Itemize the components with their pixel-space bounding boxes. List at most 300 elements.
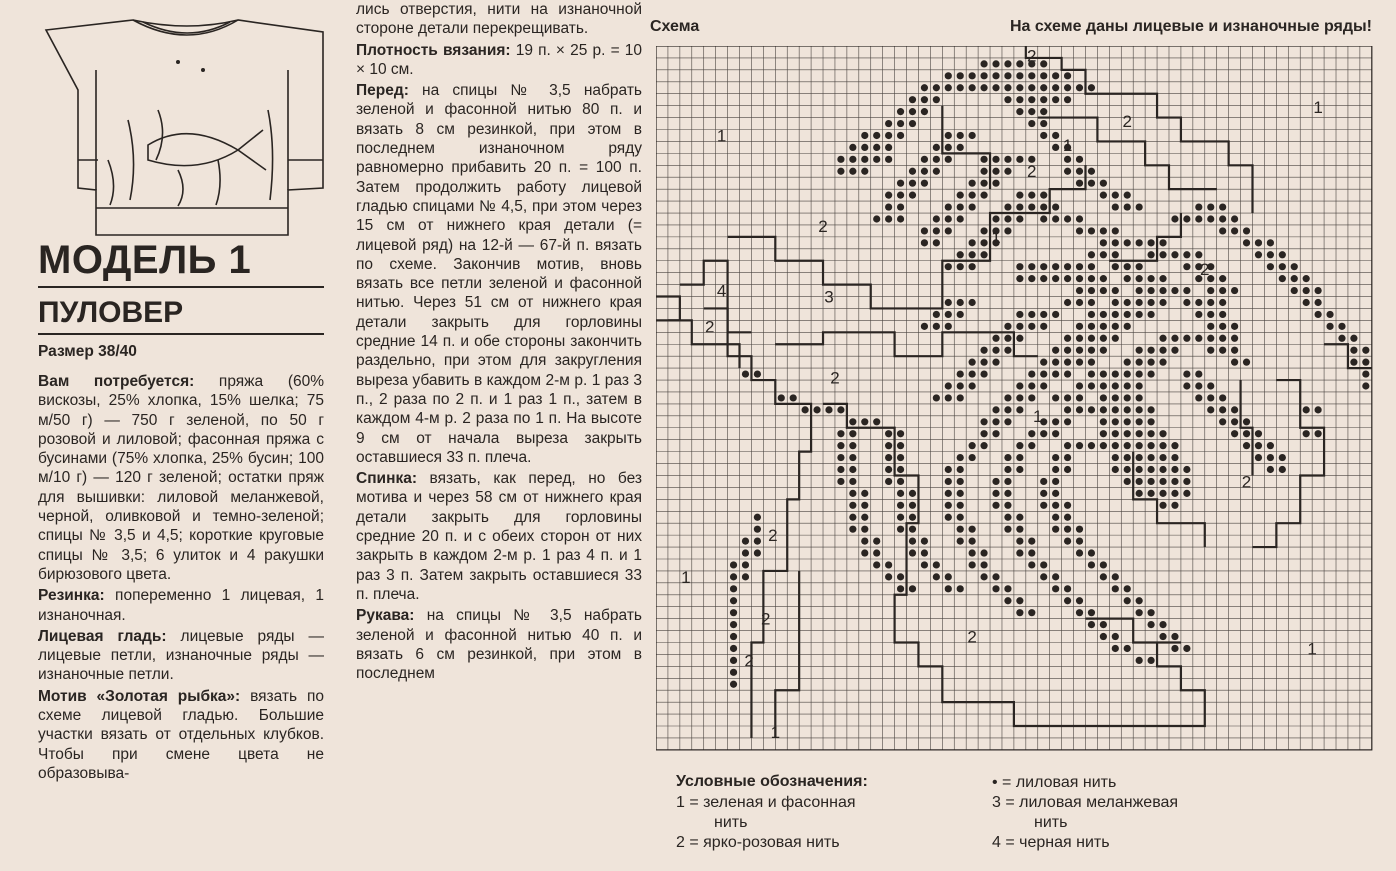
lilac-dot <box>1028 203 1035 210</box>
lilac-dot <box>1064 526 1071 533</box>
lilac-dot <box>1040 203 1047 210</box>
lilac-dot <box>1076 335 1083 342</box>
lilac-dot <box>1088 335 1095 342</box>
lilac-dot <box>1207 335 1214 342</box>
lilac-dot <box>861 549 868 556</box>
lilac-dot <box>1004 227 1011 234</box>
lilac-dot <box>802 406 809 413</box>
lilac-dot <box>980 192 987 199</box>
lilac-dot <box>969 263 976 270</box>
lilac-dot <box>1136 478 1143 485</box>
lilac-dot <box>897 573 904 580</box>
lilac-dot <box>1004 156 1011 163</box>
lilac-dot <box>1267 454 1274 461</box>
lilac-dot <box>1124 263 1131 270</box>
lilac-dot <box>1016 549 1023 556</box>
lilac-dot <box>909 526 916 533</box>
lilac-dot <box>1004 418 1011 425</box>
lilac-dot <box>945 263 952 270</box>
lilac-dot <box>1207 311 1214 318</box>
lilac-dot <box>945 490 952 497</box>
model-title: МОДЕЛЬ 1 <box>38 238 252 282</box>
lilac-dot <box>1136 370 1143 377</box>
lilac-dot <box>1028 537 1035 544</box>
lilac-dot <box>1028 311 1035 318</box>
lilac-dot <box>897 192 904 199</box>
lilac-dot <box>1136 406 1143 413</box>
lilac-dot <box>1338 323 1345 330</box>
lilac-dot <box>969 549 976 556</box>
lilac-dot <box>1052 573 1059 580</box>
lilac-dot <box>1052 418 1059 425</box>
paragraph-text: лись отверстия, нити на изнаночной стороне детали перекрещивать. <box>356 1 642 38</box>
lilac-dot <box>1040 132 1047 139</box>
middle-paragraph <box>356 81 642 467</box>
lilac-dot <box>1076 156 1083 163</box>
lilac-dot <box>992 359 999 366</box>
lilac-dot <box>1064 370 1071 377</box>
lilac-dot <box>1100 418 1107 425</box>
lilac-dot <box>921 323 928 330</box>
lilac-dot <box>849 430 856 437</box>
lilac-dot <box>1064 585 1071 592</box>
lilac-dot <box>1159 442 1166 449</box>
lilac-dot <box>1183 335 1190 342</box>
region-label: 2 <box>1027 46 1037 66</box>
paragraph-label: Рукава: <box>356 607 415 625</box>
region-label: 2 <box>967 627 977 647</box>
garment-title: ПУЛОВЕР <box>38 296 184 329</box>
lilac-dot <box>969 537 976 544</box>
lilac-dot <box>1147 657 1154 664</box>
lilac-dot <box>1183 299 1190 306</box>
lilac-dot <box>1279 275 1286 282</box>
lilac-dot <box>1147 430 1154 437</box>
lilac-dot <box>1303 406 1310 413</box>
lilac-dot <box>1219 406 1226 413</box>
lilac-dot <box>1147 251 1154 258</box>
lilac-dot <box>1028 430 1035 437</box>
lilac-dot <box>1124 275 1131 282</box>
lilac-dot <box>861 156 868 163</box>
lilac-dot <box>1159 251 1166 258</box>
lilac-dot <box>957 490 964 497</box>
lilac-dot <box>897 442 904 449</box>
lilac-dot <box>1040 72 1047 79</box>
lilac-dot <box>1052 526 1059 533</box>
lilac-dot <box>1040 60 1047 67</box>
lilac-dot <box>1147 299 1154 306</box>
lilac-dot <box>1171 215 1178 222</box>
lilac-dot <box>1052 203 1059 210</box>
lilac-dot <box>1100 370 1107 377</box>
lilac-dot <box>1076 299 1083 306</box>
lilac-dot <box>1076 263 1083 270</box>
region-label: 3 <box>824 287 834 307</box>
lilac-dot <box>885 203 892 210</box>
lilac-dot <box>933 84 940 91</box>
lilac-dot <box>1171 645 1178 652</box>
lilac-dot <box>1004 72 1011 79</box>
lilac-dot <box>980 84 987 91</box>
lilac-dot <box>1052 359 1059 366</box>
lilac-dot <box>1362 370 1369 377</box>
lilac-dot <box>1136 263 1143 270</box>
lilac-dot <box>992 573 999 580</box>
lilac-dot <box>945 311 952 318</box>
lilac-dot <box>1124 466 1131 473</box>
lilac-dot <box>873 418 880 425</box>
lilac-dot <box>1052 466 1059 473</box>
lilac-dot <box>1147 359 1154 366</box>
lilac-dot <box>1219 299 1226 306</box>
lilac-dot <box>945 478 952 485</box>
lilac-dot <box>1040 108 1047 115</box>
lilac-dot <box>921 561 928 568</box>
lilac-dot <box>1112 645 1119 652</box>
lilac-dot <box>1052 347 1059 354</box>
lilac-dot <box>909 585 916 592</box>
lilac-dot <box>1052 311 1059 318</box>
lilac-dot <box>1326 311 1333 318</box>
lilac-dot <box>1231 347 1238 354</box>
lilac-dot <box>1100 382 1107 389</box>
lilac-dot <box>933 561 940 568</box>
lilac-dot <box>1004 526 1011 533</box>
lilac-dot <box>1004 478 1011 485</box>
lilac-dot <box>1326 323 1333 330</box>
region-label: 2 <box>704 317 715 337</box>
lilac-dot <box>1016 72 1023 79</box>
left-text-column <box>38 372 324 785</box>
lilac-dot <box>1207 394 1214 401</box>
lilac-dot <box>945 585 952 592</box>
lilac-dot <box>1100 406 1107 413</box>
lilac-dot <box>1052 454 1059 461</box>
lilac-dot <box>992 84 999 91</box>
lilac-dot <box>1136 466 1143 473</box>
lilac-dot <box>980 251 987 258</box>
lilac-dot <box>778 394 785 401</box>
lilac-dot <box>1183 263 1190 270</box>
paragraph-text: на спицы № 3,5 набрать зеленой и фасонной нитью 80 п. и вязать 8 см резинкой, при этом в последнем изнаночном ряду равномерно прибавить 20 п. = 100 п. Затем продолжить работу лицевой гладью спицами № 4,5, при этом через 15 см от нижнего края детали (= лицевой ряд) на 12-й — 67-й п. вязать по схеме. Закончив мотив, вновь вязать все петли зеленой и фасонной нитью. Через 51 см от нижнего края детали закрыть для горловины средние 14 п. и обе стороны закончить раздельно, при этом для закругления выреза убавить в каждом 2-м р. 1 раз 3 п., 2 раза по 2 п. и 1 раз 1 п., затем в каждом 4-м р. 2 раза по 1 п. На высоте 9 см от начала выреза закрыть оставшиеся 33 п. плеча. <box>356 82 642 466</box>
lilac-dot <box>945 132 952 139</box>
lilac-dot <box>897 120 904 127</box>
lilac-dot <box>897 478 904 485</box>
lilac-dot <box>754 537 761 544</box>
lilac-dot <box>1219 227 1226 234</box>
lilac-dot <box>1088 84 1095 91</box>
lilac-dot <box>933 394 940 401</box>
lilac-dot <box>1315 406 1322 413</box>
lilac-dot <box>957 192 964 199</box>
lilac-dot <box>1159 347 1166 354</box>
lilac-dot <box>957 502 964 509</box>
lilac-dot <box>849 168 856 175</box>
region-label: 1 <box>1062 135 1073 155</box>
lilac-dot <box>1362 359 1369 366</box>
paragraph-text: попеременно 1 лицевая, 1 изнаночная. <box>38 587 324 624</box>
lilac-dot <box>1100 287 1107 294</box>
lilac-dot <box>945 215 952 222</box>
lilac-dot <box>1219 418 1226 425</box>
lilac-dot <box>1100 561 1107 568</box>
lilac-dot <box>1279 263 1286 270</box>
lilac-dot <box>992 406 999 413</box>
lilac-dot <box>1100 430 1107 437</box>
lilac-dot <box>897 215 904 222</box>
lilac-dot <box>1100 192 1107 199</box>
lilac-dot <box>885 144 892 151</box>
lilac-dot <box>1279 466 1286 473</box>
paragraph-label: Мотив «Золотая рыбка»: <box>38 687 241 705</box>
lilac-dot <box>730 633 737 640</box>
lilac-dot <box>790 394 797 401</box>
lilac-dot <box>873 144 880 151</box>
lilac-dot <box>992 168 999 175</box>
lilac-dot <box>1088 311 1095 318</box>
lilac-dot <box>980 418 987 425</box>
lilac-dot <box>1064 394 1071 401</box>
lilac-dot <box>837 168 844 175</box>
legend-item-2: 2 = ярко-розовая нить <box>676 834 840 851</box>
lilac-dot <box>945 72 952 79</box>
chart-outline <box>1241 380 1253 475</box>
lilac-dot <box>933 96 940 103</box>
lilac-dot <box>957 514 964 521</box>
lilac-dot <box>885 120 892 127</box>
lilac-dot <box>1315 287 1322 294</box>
lilac-dot <box>1219 275 1226 282</box>
lilac-dot <box>1219 203 1226 210</box>
lilac-dot <box>837 406 844 413</box>
lilac-dot <box>1064 299 1071 306</box>
lilac-dot <box>921 537 928 544</box>
lilac-dot <box>1124 323 1131 330</box>
lilac-dot <box>885 478 892 485</box>
paragraph-text: 19 п. × 25 р. = 10 × 10 см. <box>356 41 642 78</box>
lilac-dot <box>980 168 987 175</box>
lilac-dot <box>1112 442 1119 449</box>
lilac-dot <box>1255 239 1262 246</box>
lilac-dot <box>1147 311 1154 318</box>
lilac-dot <box>1362 382 1369 389</box>
lilac-dot <box>730 597 737 604</box>
lilac-dot <box>1016 203 1023 210</box>
lilac-dot <box>1147 347 1154 354</box>
lilac-dot <box>1231 287 1238 294</box>
lilac-dot <box>1243 442 1250 449</box>
lilac-dot <box>1064 597 1071 604</box>
lilac-dot <box>1124 299 1131 306</box>
lilac-dot <box>1147 287 1154 294</box>
knitting-chart <box>656 46 1380 760</box>
lilac-dot <box>1076 609 1083 616</box>
title-rule <box>38 286 324 288</box>
lilac-dot <box>1112 573 1119 580</box>
lilac-dot <box>1159 466 1166 473</box>
region-label: 2 <box>818 217 828 237</box>
region-label: 1 <box>1313 97 1323 117</box>
lilac-dot <box>1112 335 1119 342</box>
lilac-dot <box>921 84 928 91</box>
lilac-dot <box>730 669 737 676</box>
lilac-dot <box>1231 430 1238 437</box>
lilac-dot <box>861 526 868 533</box>
lilac-dot <box>957 311 964 318</box>
lilac-dot <box>1076 215 1083 222</box>
paragraph-label: Перед: <box>356 82 409 100</box>
lilac-dot <box>1136 287 1143 294</box>
lilac-dot <box>897 490 904 497</box>
lilac-dot <box>813 406 820 413</box>
lilac-dot <box>1076 394 1083 401</box>
lilac-dot <box>1183 466 1190 473</box>
lilac-dot <box>1052 585 1059 592</box>
lilac-dot <box>1028 263 1035 270</box>
lilac-dot <box>897 526 904 533</box>
lilac-dot <box>730 585 737 592</box>
lilac-dot <box>969 180 976 187</box>
lilac-dot <box>909 192 916 199</box>
lilac-dot <box>1100 239 1107 246</box>
region-label: 1 <box>1033 406 1043 426</box>
lilac-dot <box>1171 478 1178 485</box>
lilac-dot <box>1124 311 1131 318</box>
lilac-dot <box>825 406 832 413</box>
lilac-dot <box>1279 454 1286 461</box>
lilac-dot <box>957 84 964 91</box>
lilac-dot <box>1052 144 1059 151</box>
lilac-dot <box>1255 251 1262 258</box>
lilac-dot <box>1159 239 1166 246</box>
lilac-dot <box>957 478 964 485</box>
lilac-dot <box>933 323 940 330</box>
lilac-dot <box>1112 239 1119 246</box>
lilac-dot <box>1112 394 1119 401</box>
lilac-dot <box>1028 108 1035 115</box>
lilac-dot <box>1255 454 1262 461</box>
lilac-dot <box>1124 478 1131 485</box>
lilac-dot <box>1064 514 1071 521</box>
lilac-dot <box>1016 156 1023 163</box>
lilac-dot <box>1112 633 1119 640</box>
lilac-dot <box>1100 442 1107 449</box>
lilac-dot <box>992 347 999 354</box>
paragraph-text: пряжа (60% вискозы, 25% хлопка, 15% шелка; 75 м/50 г) — 750 г зеленой, по 50 г розовой и лиловой; фасонная пряжа с бусинами (75% хлопка, 25% бусин; 100 м/10 г) — 120 г зеленой; остатки пряж для вышивки: лиловой меланжевой, черной, оливковой и темно-зеленой; спицы № 3,5 и 4,5; короткие круговые спицы № 3,5; 6 улиток и 4 ракушки бирюзового цвета. <box>38 373 324 583</box>
lilac-dot <box>1004 84 1011 91</box>
lilac-dot <box>861 502 868 509</box>
lilac-dot <box>1088 227 1095 234</box>
lilac-dot <box>909 514 916 521</box>
lilac-dot <box>1040 359 1047 366</box>
lilac-dot <box>1100 573 1107 580</box>
lilac-dot <box>1255 442 1262 449</box>
lilac-dot <box>1028 394 1035 401</box>
lilac-dot <box>873 132 880 139</box>
lilac-dot <box>1267 466 1274 473</box>
lilac-dot <box>1004 347 1011 354</box>
lilac-dot <box>1231 406 1238 413</box>
region-label: 4 <box>716 281 727 301</box>
lilac-dot <box>1171 502 1178 509</box>
lilac-dot <box>1016 108 1023 115</box>
lilac-dot <box>980 561 987 568</box>
lilac-dot <box>945 144 952 151</box>
lilac-dot <box>754 526 761 533</box>
lilac-dot <box>1088 561 1095 568</box>
lilac-dot <box>909 120 916 127</box>
lilac-dot <box>1159 454 1166 461</box>
lilac-dot <box>1064 442 1071 449</box>
lilac-dot <box>1064 96 1071 103</box>
lilac-dot <box>1136 203 1143 210</box>
lilac-dot <box>849 144 856 151</box>
lilac-dot <box>909 96 916 103</box>
lilac-dot <box>897 514 904 521</box>
lilac-dot <box>885 561 892 568</box>
lilac-dot <box>1231 335 1238 342</box>
lilac-dot <box>1004 215 1011 222</box>
lilac-dot <box>909 168 916 175</box>
lilac-dot <box>1219 347 1226 354</box>
lilac-dot <box>992 60 999 67</box>
left-paragraph <box>38 372 324 584</box>
lilac-dot <box>1028 370 1035 377</box>
lilac-dot <box>1183 382 1190 389</box>
lilac-dot <box>837 454 844 461</box>
lilac-dot <box>1171 287 1178 294</box>
lilac-dot <box>980 549 987 556</box>
schema-note: На схеме даны лицевые и изнаночные ряды! <box>1009 18 1372 35</box>
lilac-dot <box>1016 537 1023 544</box>
paragraph-label: Резинка: <box>38 587 105 605</box>
lilac-dot <box>1124 430 1131 437</box>
lilac-dot <box>1088 263 1095 270</box>
lilac-dot <box>1088 323 1095 330</box>
lilac-dot <box>1207 347 1214 354</box>
lilac-dot <box>1064 168 1071 175</box>
lilac-dot <box>909 537 916 544</box>
lilac-dot <box>921 227 928 234</box>
lilac-dot <box>742 573 749 580</box>
lilac-dot <box>945 299 952 306</box>
lilac-dot <box>1159 502 1166 509</box>
lilac-dot <box>1112 466 1119 473</box>
lilac-dot <box>969 72 976 79</box>
lilac-dot <box>1040 96 1047 103</box>
lilac-dot <box>909 502 916 509</box>
lilac-dot <box>921 156 928 163</box>
lilac-dot <box>742 370 749 377</box>
lilac-dot <box>945 502 952 509</box>
lilac-dot <box>969 132 976 139</box>
lilac-dot <box>1076 227 1083 234</box>
lilac-dot <box>1100 251 1107 258</box>
lilac-dot <box>1315 311 1322 318</box>
middle-paragraph <box>356 41 642 80</box>
lilac-dot <box>1076 347 1083 354</box>
lilac-dot <box>1183 251 1190 258</box>
lilac-dot <box>1016 454 1023 461</box>
lilac-dot <box>1136 359 1143 366</box>
lilac-dot <box>1016 311 1023 318</box>
lilac-dot <box>754 370 761 377</box>
lilac-dot <box>1004 394 1011 401</box>
lilac-dot <box>980 359 987 366</box>
paragraph-label: Лицевая гладь: <box>38 627 167 645</box>
lilac-dot <box>921 180 928 187</box>
